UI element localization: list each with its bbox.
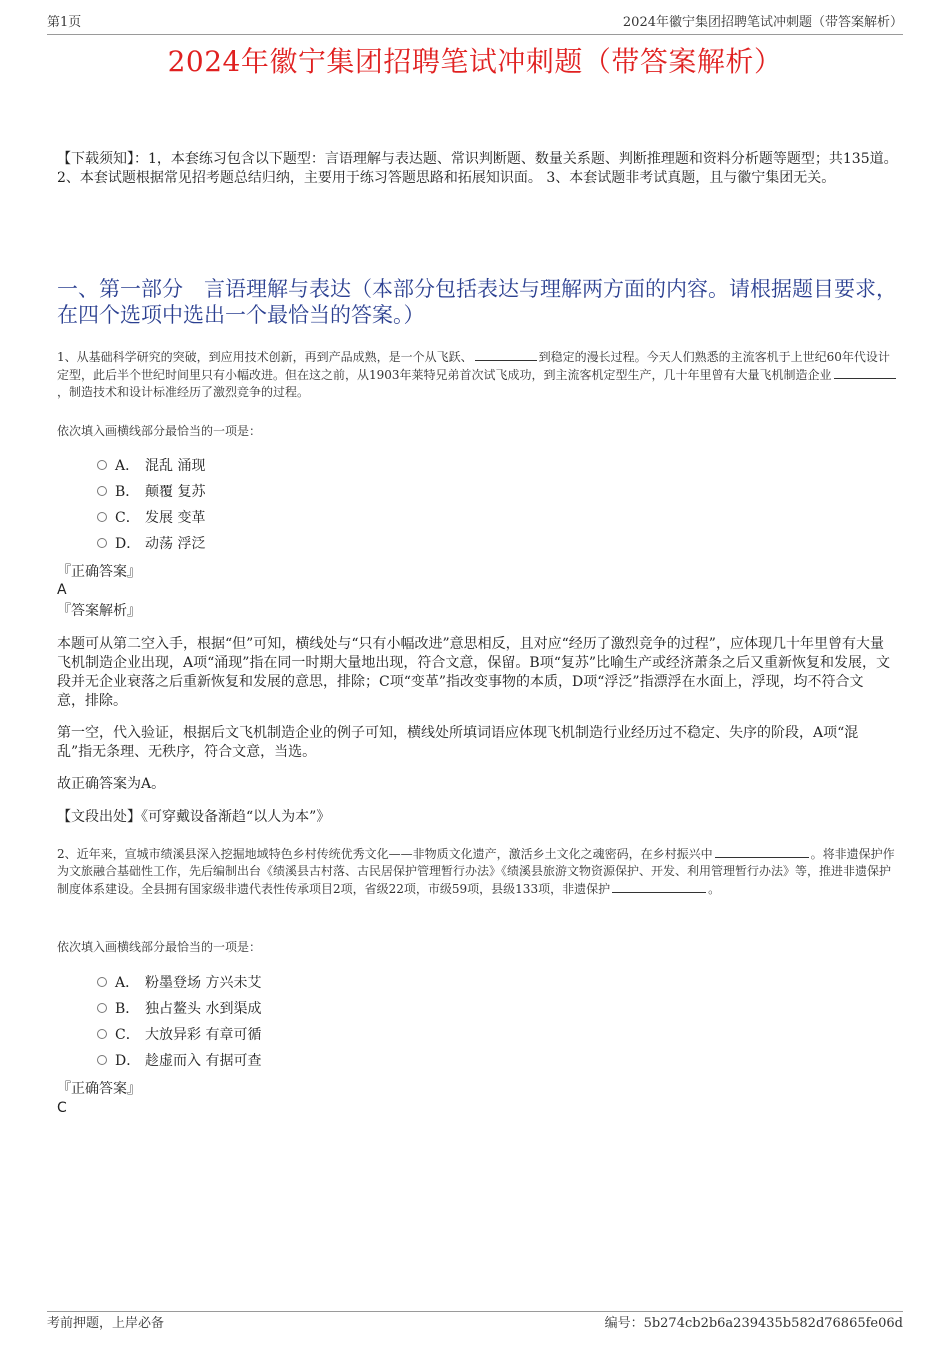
option-b[interactable]: B． 独占鳌头 水到渠成 [97, 996, 261, 1022]
radio-icon[interactable] [97, 1055, 107, 1065]
question-2-prompt: 依次填入画横线部分最恰当的一项是： [57, 940, 262, 954]
question-1-text: 1、从基础科学研究的突破，到应用技术创新，再到产品成熟，是一个从飞跃、 到稳定的漫长过程。今天人们熟悉的主流客机于上世纪60年代设计定型，此后半个世纪时间里只有小幅改进。但在这之前，从1903年莱特兄弟首次试飞成功，到主流客机定型生产，几十年里曾有大量飞机制造企业，制造技术和设计标准经历了激烈竞争的过程。 [57, 348, 899, 401]
question-1-options [97, 453, 205, 557]
radio-icon[interactable] [97, 977, 107, 987]
option-b[interactable]: B． 颠覆 复苏 [97, 479, 205, 505]
answer-blank [612, 880, 706, 893]
answer-blank [715, 845, 809, 858]
option-c[interactable]: C． 发展 变革 [97, 505, 205, 531]
page-number: 第1页 [47, 15, 82, 30]
analysis-paragraph: 第一空，代入验证，根据后文飞机制造企业的例子可知，横线处所填词语应体现飞机制造行业经历过不稳定、失序的阶段，A项“混乱”指无条理、无秩序，符合文意，当选。 [57, 725, 859, 760]
question-2-options [97, 970, 261, 1074]
radio-icon[interactable] [97, 1029, 107, 1039]
option-d[interactable]: D． 趁虚而入 有据可查 [97, 1048, 261, 1074]
document-title: 2024年徽宁集团招聘笔试冲刺题（带答案解析） [167, 45, 783, 78]
analysis-label: 『答案解析』 [57, 603, 141, 619]
header-doc-title: 2024年徽宁集团招聘笔试冲刺题（带答案解析） [622, 15, 903, 30]
question-2-text: 2、近年来，宣城市绩溪县深入挖掘地域特色乡村传统优秀文化——非物质文化遗产，激活乡土文化之魂密码，在乡村振兴中 。将非遗保护作为文旅融合基础性工作，先后编制出台《绩溪县古村落、古民居保护管理暂行办法》《绩溪县旅游文物资源保护、开发、利用管理暂行办法》等，推进非遗保护制度体系建设。全县拥有国家级非遗代表性传承项目2项，省级22项，市级59项，县级133项，非遗保护 。 [57, 847, 895, 896]
radio-icon[interactable] [97, 538, 107, 548]
question-1-prompt: 依次填入画横线部分最恰当的一项是： [57, 424, 262, 438]
answer-blank [834, 366, 896, 379]
source-citation: 【文段出处】《可穿戴设备渐趋“以人为本”》 [57, 809, 331, 825]
radio-icon[interactable] [97, 1003, 107, 1013]
radio-icon[interactable] [97, 486, 107, 496]
correct-answer: C [57, 1100, 67, 1116]
radio-icon[interactable] [97, 512, 107, 522]
page-header [47, 14, 903, 35]
answer-label: 『正确答案』 [57, 564, 141, 580]
answer-label: 『正确答案』 [57, 1081, 141, 1097]
analysis-conclusion: 故正确答案为A。 [57, 776, 166, 792]
option-a[interactable]: A． 粉墨登场 方兴未艾 [97, 970, 261, 996]
section-heading: 一、第一部分 言语理解与表达（本部分包括表达与理解两方面的内容。请根据题目要求，在四个选项中选出一个最恰当的答案。） [57, 277, 897, 327]
page-footer [47, 1311, 903, 1334]
option-c[interactable]: C． 大放异彩 有章可循 [97, 1022, 261, 1048]
document-id: 编号：5b274cb2b6a239435b582d76865fe06d [604, 1316, 903, 1331]
radio-icon[interactable] [97, 460, 107, 470]
correct-answer: A [57, 582, 67, 598]
option-a[interactable]: A． 混乱 涌现 [97, 453, 205, 479]
option-d[interactable]: D． 动荡 浮泛 [97, 531, 205, 557]
analysis-paragraph: 本题可从第二空入手，根据“但”可知，横线处与“只有小幅改进”意思相反，且对应“经历了激烈竞争的过程”，应体现几十年里曾有大量飞机制造企业出现，A项“涌现”指在同一时期大量地出现，符合文意，保留。B项“复苏”比喻生产或经济萧条之后又重新恢复和发展，文段并无企业衰落之后重新恢复和发展的意思，排除；C项“变革”指改变事物的本质，D项“浮泛”指漂浮在水面上，浮现，均不符合文意，排除。 [57, 636, 891, 709]
answer-blank [475, 348, 537, 361]
download-notice: 【下载须知】：1，本套练习包含以下题型：言语理解与表达题、常识判断题、数量关系题、判断推理题和资料分析题等题型；共135道。 2、本套试题根据常见招考题总结归纳，主要用于练习答题思路和拓展知识面。 3、本套试题非考试真题，且与徽宁集团无关。 [57, 151, 898, 186]
footer-slogan: 考前押题，上岸必备 [47, 1316, 165, 1331]
